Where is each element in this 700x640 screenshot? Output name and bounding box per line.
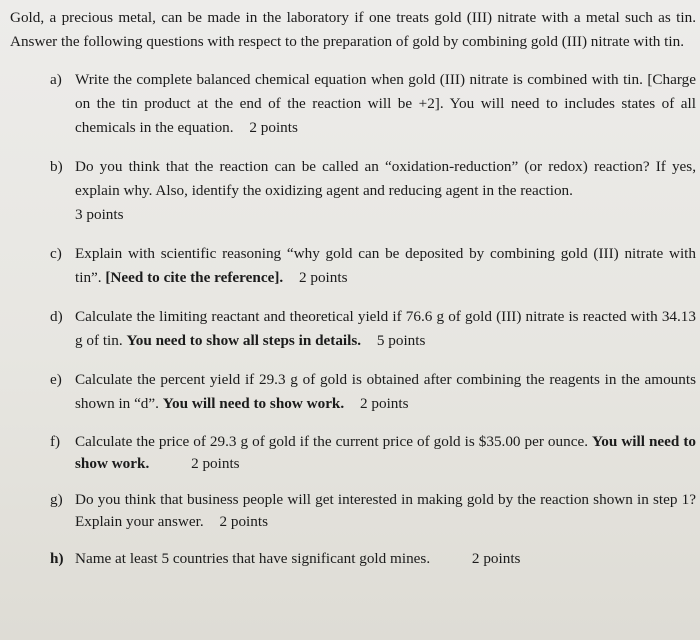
question-c (10, 242, 696, 290)
question-b (10, 155, 696, 227)
question-points: 2 points (249, 119, 298, 136)
question-label: c) (50, 245, 62, 262)
question-g (10, 489, 696, 533)
question-points: 3 points (75, 206, 124, 223)
question-text: Explain with scientific reasoning “why gold can be deposited by combining gold (III) nitrate with tin”. (75, 245, 696, 286)
question-text: Do you think that business people will get interested in making gold by the reaction shown in step 1? Explain your answer. (75, 491, 696, 530)
question-label: h) (50, 550, 64, 567)
intro-paragraph: Gold, a precious metal, can be made in the laboratory if one treats gold (III) nitrate with a metal such as tin. Answer the following questions with respect to the preparation of gold by combining gold (III) nitrate with tin. (10, 9, 696, 50)
question-e (10, 368, 696, 416)
question-label: b) (50, 158, 63, 175)
question-points: 2 points (359, 395, 409, 412)
question-label: f) (50, 433, 61, 450)
question-emphasis: [Need to cite the reference]. (105, 269, 284, 286)
question-d (10, 305, 696, 353)
question-text: Write the complete balanced chemical equation when gold (III) nitrate is combined with tin. [Charge on the tin product at the end of the reaction will be +2]. You will need to includes states of all chemicals in the equation. (75, 71, 696, 136)
question-text: Do you think that the reaction can be called an “oxidation-reduction” (or redox) reaction? If yes, explain why. Also, identify the oxidizing agent and reducing agent in the reaction. (75, 158, 696, 199)
question-text: Calculate the limiting reactant and theoretical yield if 76.6 g of gold (III) nitrate is reacted with 34.13 g of tin. (75, 308, 696, 349)
question-emphasis: You need to show all steps in details. (126, 332, 362, 349)
question-a (10, 68, 696, 140)
question-emphasis: You will need to show work. (162, 395, 345, 412)
question-label: g) (50, 491, 63, 508)
question-points: 2 points (219, 513, 268, 530)
question-text: Name at least 5 countries that have significant gold mines. (75, 550, 431, 567)
question-text: Calculate the percent yield if 29.3 g of gold is obtained after combining the reagents in the amounts shown in “d”. (75, 371, 696, 412)
question-emphasis: You will need to show work. (75, 433, 697, 472)
question-text: Calculate the price of 29.3 g of gold if the current price of gold is $35.00 per ounce. (75, 433, 588, 450)
question-points: 2 points (471, 550, 521, 567)
question-points: 2 points (298, 269, 348, 286)
question-points: 2 points (191, 455, 240, 472)
question-label: d) (50, 308, 63, 325)
question-h (10, 547, 696, 571)
question-label: e) (50, 371, 62, 388)
question-points: 5 points (376, 332, 426, 349)
question-f (10, 431, 696, 475)
question-label: a) (50, 71, 62, 88)
